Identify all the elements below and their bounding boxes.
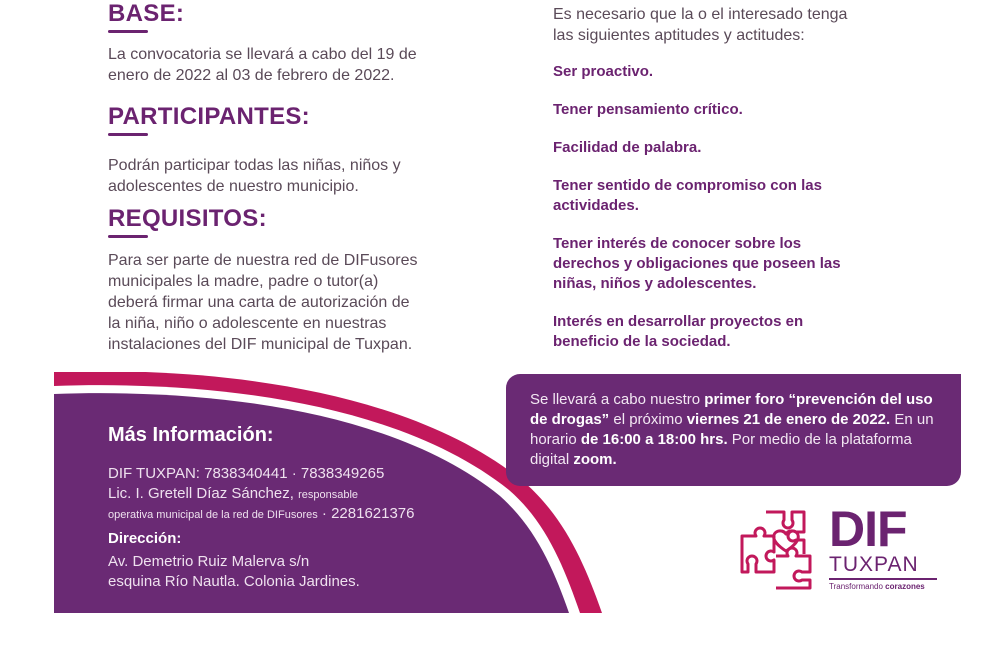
contact-role: responsable [298, 489, 359, 501]
foro-text-part: el próximo [609, 411, 687, 428]
requisitos-text [108, 250, 418, 355]
foro-text-bold: zoom. [573, 451, 617, 468]
aptitud-line: Interés en desarrollar proyectos en [553, 313, 804, 330]
foro-text-bold: de 16:00 a 18:00 hrs. [580, 431, 728, 448]
aptitud-item [553, 138, 943, 158]
aptitud-item [553, 62, 943, 82]
participantes-line: adolescentes de nuestro municipio. [108, 178, 359, 195]
aptitud-item [553, 234, 943, 294]
address-line: Av. Demetrio Ruiz Malerva s/n [108, 553, 310, 570]
requisitos-line: la niña, niño o adolescente en nuestras [108, 315, 387, 332]
foro-text-part: Por medio de la plataforma digital [530, 431, 912, 468]
puzzle-heart-icon [736, 506, 826, 592]
aptitud-item [553, 176, 943, 216]
participantes-heading: PARTICIPANTES: [108, 103, 310, 130]
participantes-text [108, 155, 401, 197]
aptitud-line: beneficio de la sociedad. [553, 333, 731, 350]
participantes-underline [108, 133, 148, 136]
aptitud-line: Facilidad de palabra. [553, 139, 702, 156]
dif-logo [829, 501, 937, 591]
aptitud-line: Tener sentido de compromiso con las [553, 177, 822, 194]
requisitos-line: municipales la madre, padre o tutor(a) [108, 273, 379, 290]
base-underline [108, 30, 148, 33]
foro-text-part: Se llevará a cabo nuestro [530, 391, 705, 408]
requisitos-line: Para ser parte de nuestra red de DIFusores [108, 252, 418, 269]
aptitud-line: Ser proactivo. [553, 63, 654, 80]
aptitud-line: Tener interés de conocer sobre los [553, 235, 802, 252]
logo-dif: DIF [829, 501, 907, 557]
aptitudes-list [553, 62, 943, 370]
requisitos-line: instalaciones del DIF municipal de Tuxpan. [108, 336, 413, 353]
foro-text-bold: primer foro “prevención del uso de drogas” [530, 391, 933, 428]
tagline-bold: corazones [885, 582, 925, 591]
intro-line: Es necesario que la o el interesado tenga [553, 6, 848, 23]
logo-divider [829, 578, 937, 580]
address-heading: Dirección: [108, 530, 182, 547]
logo-tagline [829, 582, 937, 591]
info-phones: DIF TUXPAN: 7838340441 · 7838349265 [108, 465, 385, 482]
contact-name: Lic. I. Gretell Díaz Sánchez, [108, 485, 294, 502]
intro-line: las siguientes aptitudes y actitudes: [553, 27, 805, 44]
logo-tuxpan: TUXPAN [829, 553, 919, 576]
foro-text-part: En un horario [530, 411, 934, 448]
base-text [108, 44, 417, 86]
aptitud-line: Tener pensamiento crítico. [553, 101, 743, 118]
contact-phone: · 2281621376 [321, 505, 415, 522]
aptitud-item [553, 312, 943, 352]
foro-text-bold: viernes 21 de enero de 2022. [686, 411, 891, 428]
base-heading: BASE: [108, 0, 185, 27]
foro-banner [506, 374, 961, 486]
aptitud-line: niñas, niños y adolescentes. [553, 275, 757, 292]
base-line: La convocatoria se llevará a cabo del 19 de [108, 46, 417, 63]
aptitud-line: actividades. [553, 197, 639, 214]
contact-role-2: operativa municipal de la red de DIFusores [108, 509, 318, 521]
tagline-part: Transformando [829, 582, 886, 591]
info-title: Más Información: [108, 424, 274, 446]
foro-text [530, 390, 950, 470]
requisitos-underline [108, 235, 148, 238]
base-line: enero de 2022 al 03 de febrero de 2022. [108, 67, 395, 84]
aptitud-item [553, 100, 943, 120]
address-line: esquina Río Nautla. Colonia Jardines. [108, 573, 360, 590]
aptitud-line: derechos y obligaciones que poseen las [553, 255, 841, 272]
requisitos-heading: REQUISITOS: [108, 205, 267, 232]
participantes-line: Podrán participar todas las niñas, niños y [108, 157, 401, 174]
info-contact-2 [108, 504, 415, 525]
info-contact [108, 484, 358, 505]
aptitudes-intro [553, 4, 847, 46]
requisitos-line: deberá firmar una carta de autorización de [108, 294, 410, 311]
